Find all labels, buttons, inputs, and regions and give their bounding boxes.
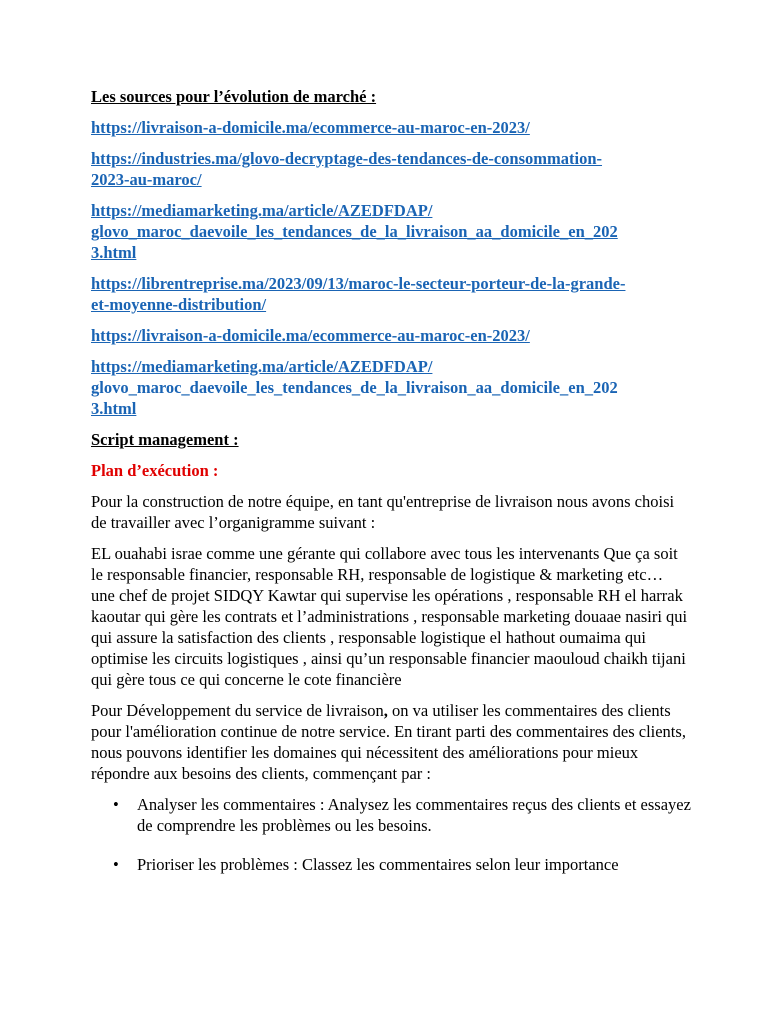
link-line: https://industries.ma/glovo-decryptage-des-tendances-de-consommation- xyxy=(91,149,603,168)
link-line: https://livraison-a-domicile.ma/ecommerce-au-maroc-en-2023/ xyxy=(91,326,530,345)
source-link-3[interactable] xyxy=(91,200,691,263)
link-line: 2023-au-maroc/ xyxy=(91,170,202,189)
source-link-5[interactable] xyxy=(91,325,691,346)
link-line: https://mediamarketing.ma/article/AZEDFDAP/ xyxy=(91,201,433,220)
link-line: glovo_maroc_daevoile_les_tendances_de_la_livraison_aa_domicile_en_202 xyxy=(91,378,618,397)
paragraph-start: Pour Développement du service de livraison xyxy=(91,701,384,720)
bullet-icon: • xyxy=(113,795,119,814)
link-line: 3.html xyxy=(91,243,137,262)
sources-link-list xyxy=(91,117,691,419)
paragraph-team-construction: Pour la construction de notre équipe, en tant qu'entreprise de livraison nous avons choisi de travailler avec l’organigramme suivant : xyxy=(91,492,675,532)
list-item xyxy=(91,794,691,836)
bullet-icon: • xyxy=(113,855,119,874)
link-line: 3.html xyxy=(91,399,137,418)
link-line: https://livraison-a-domicile.ma/ecommerce-au-maroc-en-2023/ xyxy=(91,118,530,137)
source-link-1[interactable] xyxy=(91,117,691,138)
link-line: https://mediamarketing.ma/article/AZEDFDAP/ xyxy=(91,357,433,376)
bold-comma: , xyxy=(383,701,388,720)
paragraph-service-development xyxy=(91,700,691,784)
list-item xyxy=(91,854,691,875)
document-page xyxy=(91,86,691,893)
source-link-2[interactable] xyxy=(91,148,691,190)
list-item-text: Prioriser les problèmes : Classez les commentaires selon leur importance xyxy=(137,855,619,874)
sources-heading: Les sources pour l’évolution de marché : xyxy=(91,87,377,106)
script-management-heading: Script management : xyxy=(91,430,239,449)
paragraph-organigram: EL ouahabi israe comme une gérante qui collabore avec tous les intervenants Que ça soit le responsable financier, responsable RH, responsable de logistique & marketing etc… une chef de projet SIDQY Kawtar qui supervise les opérations , responsable RH el harrak kaoutar qui gère les contrats et l’administrations , responsable marketing douaae nasiri qui qui assure la satisfaction des clients , responsable logistique el hathout oumaima qui optimise les circuits logistiques , ainsi qu’un responsable financier maouloud chaikh tijani qui gère tous ce qui concerne le cote financière xyxy=(91,544,688,689)
link-line: glovo_maroc_daevoile_les_tendances_de_la_livraison_aa_domicile_en_202 xyxy=(91,222,618,241)
paragraph-rest: on va utiliser les commentaires des clients pour l'amélioration continue de notre service. En tirant parti des commentaires des clients, nous pouvons identifier les domaines qui nécessitent des améliorations pour mieux répondre aux besoins des clients, commençant par : xyxy=(91,701,686,783)
link-line: et-moyenne-distribution/ xyxy=(91,295,267,314)
link-line: https://librentreprise.ma/2023/09/13/maroc-le-secteur-porteur-de-la-grande- xyxy=(91,274,626,293)
source-link-4[interactable] xyxy=(91,273,691,315)
plan-execution-heading: Plan d’exécution : xyxy=(91,461,219,480)
list-item-text: Analyser les commentaires : Analysez les commentaires reçus des clients et essayez de comprendre les problèmes ou les besoins. xyxy=(137,795,691,835)
source-link-6[interactable] xyxy=(91,356,691,419)
improvement-steps-list xyxy=(91,794,691,875)
